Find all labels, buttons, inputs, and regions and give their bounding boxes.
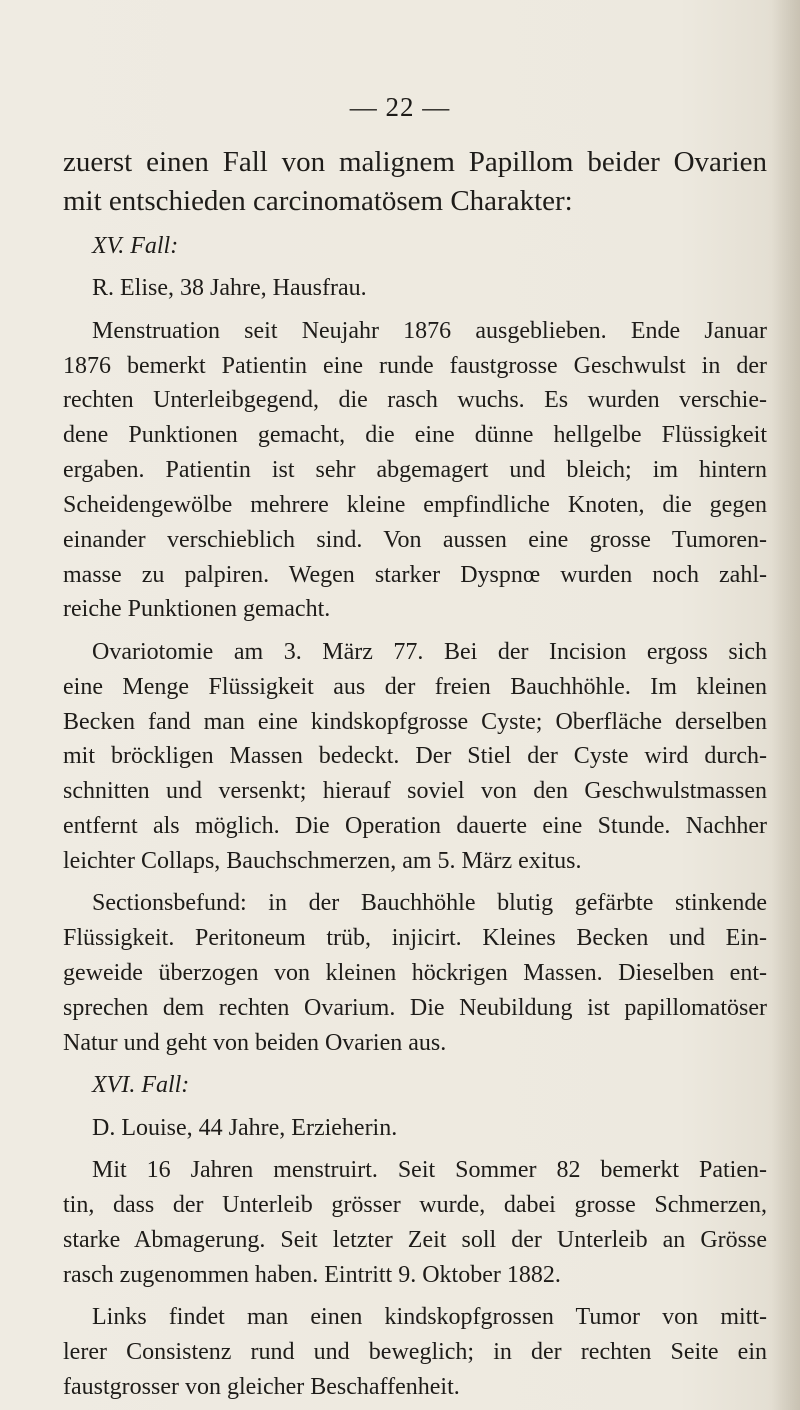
text-line: ergaben. Patientin ist sehr abgemagert und bleich; im hintern — [63, 457, 767, 483]
text-line: reiche Punktionen gemacht. — [63, 596, 331, 622]
text-line: schnitten und versenkt; hierauf soviel von den Geschwulstmassen — [63, 778, 767, 804]
case-heading: XVI. Fall: — [92, 1072, 190, 1098]
text-line: rechten Unterleibgegend, die rasch wuchs. Es wurden verschie- — [63, 387, 767, 413]
patient-line: D. Louise, 44 Jahre, Erzieherin. — [92, 1115, 398, 1141]
text-line: starke Abmagerung. Seit letzter Zeit soll der Unterleib an Grösse — [63, 1227, 767, 1253]
text-line: Flüssigkeit. Peritoneum trüb, injicirt. Kleines Becken und Ein- — [63, 925, 767, 951]
case-heading: XV. Fall: — [92, 233, 179, 259]
text-line: 1876 bemerkt Patientin eine runde faustgrosse Geschwulst in der — [63, 353, 767, 379]
text-line: rasch zugenommen haben. Eintritt 9. Oktober 1882. — [63, 1262, 561, 1288]
text-line: eine Menge Flüssigkeit aus der freien Bauchhöhle. Im kleinen — [63, 674, 767, 700]
text-line: mit bröckligen Massen bedeckt. Der Stiel der Cyste wird durch- — [63, 743, 767, 769]
text-line: Links findet man einen kindskopfgrossen Tumor von mitt- — [92, 1304, 767, 1330]
text-line: Sectionsbefund: in der Bauchhöhle blutig gefärbte stinkende — [92, 890, 767, 916]
text-line: einander verschieblich sind. Von aussen eine grosse Tumoren- — [63, 527, 767, 553]
text-line: entfernt als möglich. Die Operation dauerte eine Stunde. Nachher — [63, 813, 767, 839]
text-line: lerer Consistenz rund und beweglich; in der rechten Seite ein — [63, 1339, 767, 1365]
text-line: zuerst einen Fall von malignem Papillom beider Ovarien — [63, 146, 767, 178]
text-line: dene Punktionen gemacht, die eine dünne hellgelbe Flüssigkeit — [63, 422, 767, 448]
text-line: leichter Collaps, Bauchschmerzen, am 5. März exitus. — [63, 848, 582, 874]
page-number: — 22 — — [349, 92, 451, 122]
text-line: geweide überzogen von kleinen höckrigen Massen. Dieselben ent- — [63, 960, 767, 986]
patient-line: R. Elise, 38 Jahre, Hausfrau. — [92, 275, 367, 301]
text-line: Scheidengewölbe mehrere kleine empfindliche Knoten, die gegen — [63, 492, 767, 518]
text-line: Becken fand man eine kindskopfgrosse Cyste; Oberfläche derselben — [63, 709, 767, 735]
text-line: Natur und geht von beiden Ovarien aus. — [63, 1030, 447, 1056]
text-line: masse zu palpiren. Wegen starker Dyspnœ wurden noch zahl- — [63, 562, 767, 588]
text-line: mit entschieden carcinomatösem Charakter: — [63, 185, 573, 217]
text-line: tin, dass der Unterleib grösser wurde, dabei grosse Schmerzen, — [63, 1192, 767, 1218]
text-line: Menstruation seit Neujahr 1876 ausgeblieben. Ende Januar — [92, 318, 767, 344]
text-line: faustgrosser von gleicher Beschaffenheit. — [63, 1374, 460, 1400]
text-line: sprechen dem rechten Ovarium. Die Neubildung ist papillomatöser — [63, 995, 767, 1021]
text-line: Mit 16 Jahren menstruirt. Seit Sommer 82 bemerkt Patien- — [92, 1157, 767, 1183]
page-edge-shadow — [772, 0, 800, 1410]
text-line: Ovariotomie am 3. März 77. Bei der Incision ergoss sich — [92, 639, 767, 665]
